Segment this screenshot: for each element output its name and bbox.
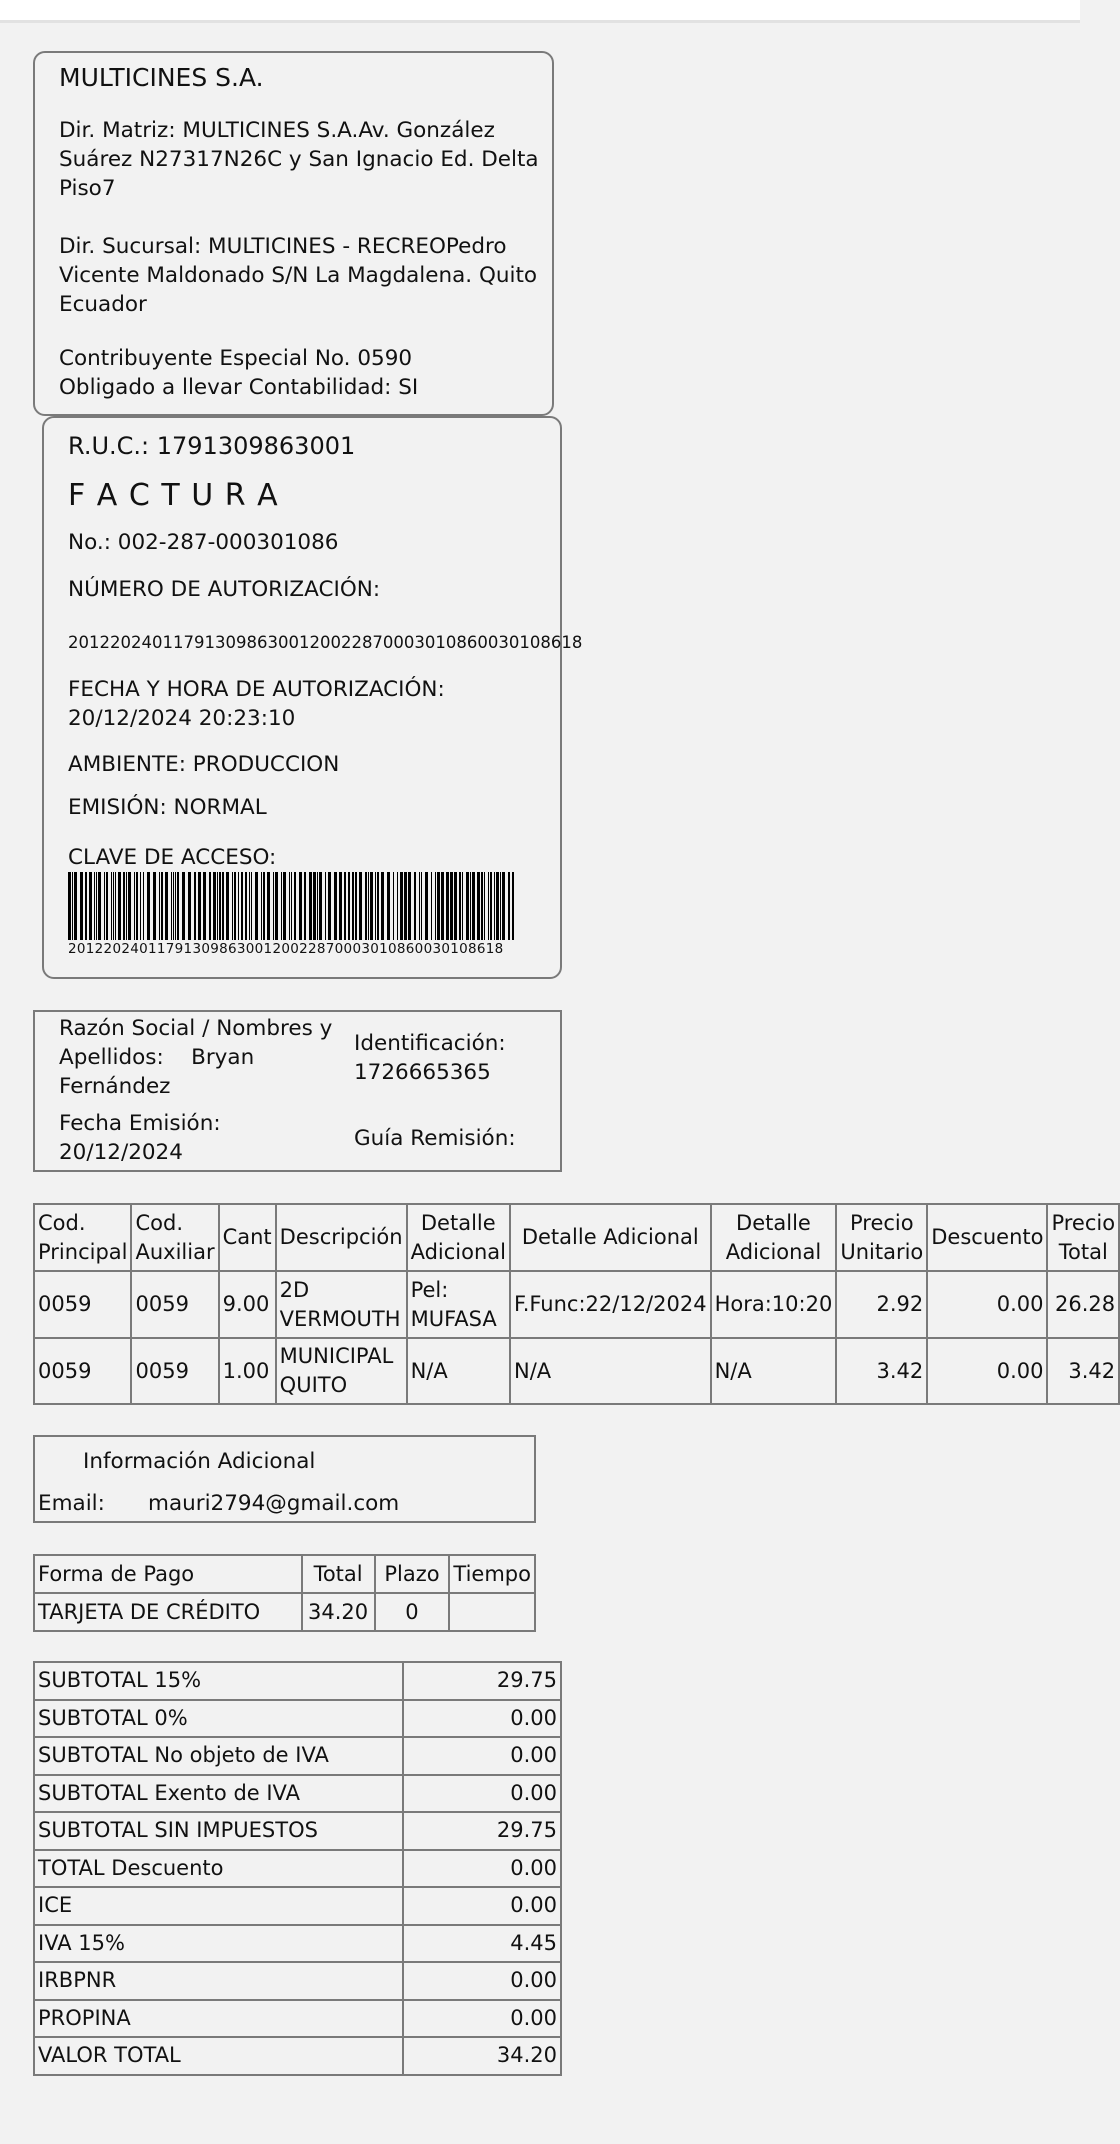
- authorization-label: NÚMERO DE AUTORIZACIÓN:: [68, 577, 381, 602]
- barcode-bar: [234, 872, 236, 940]
- barcode-bar: [437, 872, 440, 940]
- total-value: 29.75: [403, 1662, 561, 1700]
- barcode-bar: [94, 872, 95, 940]
- barcode-bar: [450, 872, 453, 940]
- cell: 0: [375, 1593, 450, 1631]
- total-label: IVA 15%: [34, 1925, 403, 1963]
- barcode-bar: [359, 872, 362, 940]
- barcode-bar: [462, 872, 463, 940]
- cell: 26.28: [1047, 1271, 1119, 1338]
- cell: 1.00: [219, 1338, 276, 1404]
- barcode-bar: [508, 872, 510, 940]
- barcode-bar: [431, 872, 432, 940]
- col-header: Plazo: [375, 1555, 450, 1593]
- table-row: [34, 1271, 1119, 1338]
- barcode-bar: [173, 872, 174, 940]
- barcode-bar: [313, 872, 316, 940]
- barcode-bar: [255, 872, 258, 940]
- barcode-bar: [98, 872, 101, 940]
- barcode-bar: [365, 872, 367, 940]
- cell: N/A: [510, 1338, 711, 1404]
- cell: 9.00: [219, 1271, 276, 1338]
- barcode-bar: [263, 872, 265, 940]
- barcode-bar: [134, 872, 135, 940]
- total-label: SUBTOTAL Exento de IVA: [34, 1775, 403, 1813]
- barcode-bar: [421, 872, 422, 940]
- barcode-bar: [232, 872, 233, 940]
- total-label: ICE: [34, 1887, 403, 1925]
- cell: 0059: [131, 1338, 218, 1404]
- col-header: Detalle Adicional: [510, 1204, 711, 1271]
- table-row: [34, 1662, 561, 1700]
- barcode-bar: [226, 872, 229, 940]
- barcode-bar: [80, 872, 83, 940]
- barcode-bar: [466, 872, 469, 940]
- items-header-row: [34, 1204, 1119, 1271]
- email-label: Email:: [38, 1491, 105, 1516]
- cell: F.Func:22/12/2024: [510, 1271, 711, 1338]
- barcode-bar: [344, 872, 346, 940]
- table-row: [34, 1850, 561, 1888]
- barcode-bar: [317, 872, 318, 940]
- barcode-bar: [334, 872, 337, 940]
- total-label: SUBTOTAL No objeto de IVA: [34, 1737, 403, 1775]
- table-row: [34, 1887, 561, 1925]
- top-bar: [0, 0, 1080, 23]
- invoice-title: F A C T U R A: [68, 478, 279, 513]
- cell: 0.00: [927, 1271, 1047, 1338]
- special-taxpayer: Contribuyente Especial No. 0590: [59, 346, 413, 371]
- barcode-bar: [222, 872, 224, 940]
- total-label: TOTAL Descuento: [34, 1850, 403, 1888]
- col-header: Detalle Adicional: [711, 1204, 837, 1271]
- barcode-bar: [393, 872, 394, 940]
- barcode-bar: [400, 872, 403, 940]
- col-header: Cant: [219, 1204, 276, 1271]
- cell: N/A: [711, 1338, 837, 1404]
- total-value: 0.00: [403, 1962, 561, 2000]
- barcode-bar: [165, 872, 168, 940]
- col-header: Detalle Adicional: [407, 1204, 510, 1271]
- barcode-bar: [283, 872, 286, 940]
- barcode-bar: [261, 872, 262, 940]
- cell: 3.42: [1047, 1338, 1119, 1404]
- barcode-bar: [408, 872, 411, 940]
- barcode-bar: [74, 872, 77, 940]
- barcode-bar: [512, 872, 514, 940]
- barcode-bar: [309, 872, 312, 940]
- barcode-bar: [175, 872, 176, 940]
- barcode-bar: [123, 872, 125, 940]
- barcode-bar: [273, 872, 274, 940]
- total-value: 0.00: [403, 1775, 561, 1813]
- barcode-bar: [249, 872, 250, 940]
- barcode-bar: [171, 872, 172, 940]
- barcode-bar: [161, 872, 163, 940]
- col-header: Forma de Pago: [34, 1555, 302, 1593]
- col-header: Precio Unitario: [836, 1204, 927, 1271]
- barcode-bar: [441, 872, 444, 940]
- barcode-bar: [238, 872, 239, 940]
- barcode-bar: [89, 872, 92, 940]
- barcode-bar: [182, 872, 185, 940]
- table-row: [34, 1962, 561, 2000]
- barcode-bar: [106, 872, 108, 940]
- barcode-bar: [488, 872, 489, 940]
- barcode-bar: [496, 872, 499, 940]
- barcode-bar: [381, 872, 384, 940]
- table-row: [34, 1338, 1119, 1404]
- items-table: [33, 1203, 1120, 1405]
- barcode-bar: [85, 872, 87, 940]
- barcode-bar: [209, 872, 211, 940]
- barcode-bar: [348, 872, 350, 940]
- remission-guide-label: Guía Remisión:: [354, 1126, 516, 1151]
- barcode-bar: [502, 872, 505, 940]
- barcode-bar: [126, 872, 127, 940]
- access-key-label: CLAVE DE ACCESO:: [68, 845, 277, 870]
- cell: 0.00: [927, 1338, 1047, 1404]
- barcode-bar: [275, 872, 278, 940]
- barcode-bar: [375, 872, 376, 940]
- barcode-bar: [136, 872, 138, 940]
- barcode-bar: [241, 872, 243, 940]
- col-header: Descuento: [927, 1204, 1047, 1271]
- total-label: SUBTOTAL SIN IMPUESTOS: [34, 1812, 403, 1850]
- total-value: 0.00: [403, 1700, 561, 1738]
- barcode-bar: [213, 872, 216, 940]
- barcode-bar: [177, 872, 179, 940]
- table-row: [34, 1925, 561, 1963]
- barcode-bar: [459, 872, 461, 940]
- barcode-bar: [414, 872, 416, 940]
- barcode-bar: [115, 872, 116, 940]
- environment: AMBIENTE: PRODUCCION: [68, 752, 340, 777]
- barcode-bar: [72, 872, 73, 940]
- additional-info-title: Información Adicional: [83, 1449, 316, 1474]
- cell: 2.92: [836, 1271, 927, 1338]
- barcode-bar: [198, 872, 201, 940]
- barcode-bar: [294, 872, 296, 940]
- barcode-bar: [104, 872, 105, 940]
- total-value: 29.75: [403, 1812, 561, 1850]
- issuer-main-address: Dir. Matriz: MULTICINES S.A.Av. González Suárez N27317N26C y San Ignacio Ed. Delta Piso7: [59, 118, 539, 201]
- authorization-datetime: FECHA Y HORA DE AUTORIZACIÓN: 20/12/2024 20:23:10: [68, 677, 445, 731]
- ruc: R.U.C.: 1791309863001: [68, 432, 356, 460]
- col-header: Total: [302, 1555, 375, 1593]
- total-value: 34.20: [403, 2037, 561, 2075]
- table-row: [34, 1812, 561, 1850]
- barcode-bar: [387, 872, 390, 940]
- col-header: Descripción: [276, 1204, 407, 1271]
- access-key-number: 2012202401179130986300120022870003010860030108618: [68, 941, 504, 957]
- payment-table: [33, 1554, 536, 1632]
- issuer-name: MULTICINES S.A.: [59, 63, 264, 92]
- col-header: Precio Total: [1047, 1204, 1119, 1271]
- barcode-bar: [219, 872, 221, 940]
- totals-table: [33, 1661, 562, 2076]
- total-value: 4.45: [403, 1925, 561, 1963]
- barcode-bar: [68, 872, 71, 940]
- barcode-bar: [370, 872, 373, 940]
- barcode-bar: [304, 872, 306, 940]
- barcode-bar: [251, 872, 252, 940]
- barcode-bar: [194, 872, 196, 940]
- accounting-obligation: Obligado a llevar Contabilidad: SI: [59, 375, 419, 400]
- access-key-barcode: [68, 872, 516, 940]
- barcode-bar: [113, 872, 114, 940]
- barcode-bar: [245, 872, 247, 940]
- barcode-bar: [477, 872, 480, 940]
- col-header: Cod. Principal: [34, 1204, 131, 1271]
- barcode-bar: [446, 872, 449, 940]
- barcode-bar: [299, 872, 302, 940]
- cell: MUNICIPAL QUITO: [276, 1338, 407, 1404]
- cell: N/A: [407, 1338, 510, 1404]
- barcode-bar: [118, 872, 121, 940]
- payment-header-row: [34, 1555, 535, 1593]
- barcode-bar: [454, 872, 457, 940]
- barcode-bar: [289, 872, 290, 940]
- table-row: [34, 1593, 535, 1631]
- issue-date: 20/12/2024: [59, 1140, 183, 1165]
- barcode-bar: [397, 872, 398, 940]
- col-header: Cod. Auxiliar: [131, 1204, 218, 1271]
- customer-email: mauri2794@gmail.com: [148, 1491, 400, 1516]
- cell: 0059: [131, 1271, 218, 1338]
- total-label: PROPINA: [34, 2000, 403, 2038]
- barcode-bar: [435, 872, 436, 940]
- barcode-bar: [377, 872, 379, 940]
- invoice-number: No.: 002-287-000301086: [68, 530, 339, 555]
- barcode-bar: [500, 872, 501, 940]
- barcode-bar: [355, 872, 357, 940]
- total-value: 0.00: [403, 1850, 561, 1888]
- authorization-number: 2012202401179130986300120022870003010860030108618: [68, 633, 583, 652]
- barcode-bar: [96, 872, 97, 940]
- cell: 0059: [34, 1338, 131, 1404]
- cell: [449, 1593, 535, 1631]
- col-header: Tiempo: [449, 1555, 535, 1593]
- barcode-bar: [419, 872, 420, 940]
- total-value: 0.00: [403, 2000, 561, 2038]
- barcode-bar: [328, 872, 331, 940]
- total-label: SUBTOTAL 15%: [34, 1662, 403, 1700]
- cell: 2D VERMOUTH: [276, 1271, 407, 1338]
- emission-type: EMISIÓN: NORMAL: [68, 795, 267, 820]
- barcode-bar: [159, 872, 160, 940]
- barcode-bar: [128, 872, 131, 940]
- barcode-bar: [319, 872, 322, 940]
- customer-id-label: Identificación:: [354, 1031, 506, 1056]
- table-row: [34, 2037, 561, 2075]
- issuer-branch-address: Dir. Sucursal: MULTICINES - RECREOPedro Vicente Maldonado S/N La Magdalena. Quito Ecuador: [59, 234, 538, 317]
- customer-name: Bryan Fernández: [59, 1045, 255, 1099]
- barcode-bar: [472, 872, 475, 940]
- barcode-bar: [267, 872, 270, 940]
- cell: 0059: [34, 1271, 131, 1338]
- barcode-bar: [143, 872, 144, 940]
- issue-date-label: Fecha Emisión:: [59, 1111, 221, 1136]
- barcode-bar: [291, 872, 292, 940]
- cell: Pel: MUFASA: [407, 1271, 510, 1338]
- total-value: 0.00: [403, 1887, 561, 1925]
- customer-name-label: Razón Social / Nombres y Apellidos:: [59, 1016, 333, 1070]
- total-value: 0.00: [403, 1737, 561, 1775]
- cell: 34.20: [302, 1593, 375, 1631]
- barcode-bar: [203, 872, 206, 940]
- cell: Hora:10:20: [711, 1271, 837, 1338]
- total-label: IRBPNR: [34, 1962, 403, 2000]
- barcode-bar: [490, 872, 492, 940]
- barcode-bar: [425, 872, 428, 940]
- barcode-bar: [494, 872, 495, 940]
- table-row: [34, 1700, 561, 1738]
- barcode-bar: [484, 872, 485, 940]
- barcode-bar: [111, 872, 112, 940]
- barcode-bar: [281, 872, 282, 940]
- barcode-bar: [368, 872, 369, 940]
- barcode-bar: [339, 872, 342, 940]
- customer-name-row: [59, 1014, 339, 1101]
- barcode-bar: [147, 872, 150, 940]
- cell: 3.42: [836, 1338, 927, 1404]
- total-label: VALOR TOTAL: [34, 2037, 403, 2075]
- barcode-bar: [352, 872, 354, 940]
- cell: TARJETA DE CRÉDITO: [34, 1593, 302, 1631]
- barcode-bar: [188, 872, 191, 940]
- total-label: SUBTOTAL 0%: [34, 1700, 403, 1738]
- barcode-bar: [325, 872, 326, 940]
- customer-id: 1726665365: [354, 1060, 491, 1085]
- barcode-bar: [470, 872, 471, 940]
- barcode-bar: [140, 872, 141, 940]
- barcode-bar: [217, 872, 218, 940]
- table-row: [34, 1775, 561, 1813]
- barcode-bar: [153, 872, 156, 940]
- table-row: [34, 2000, 561, 2038]
- barcode-bar: [404, 872, 407, 940]
- barcode-bar: [481, 872, 483, 940]
- table-row: [34, 1737, 561, 1775]
